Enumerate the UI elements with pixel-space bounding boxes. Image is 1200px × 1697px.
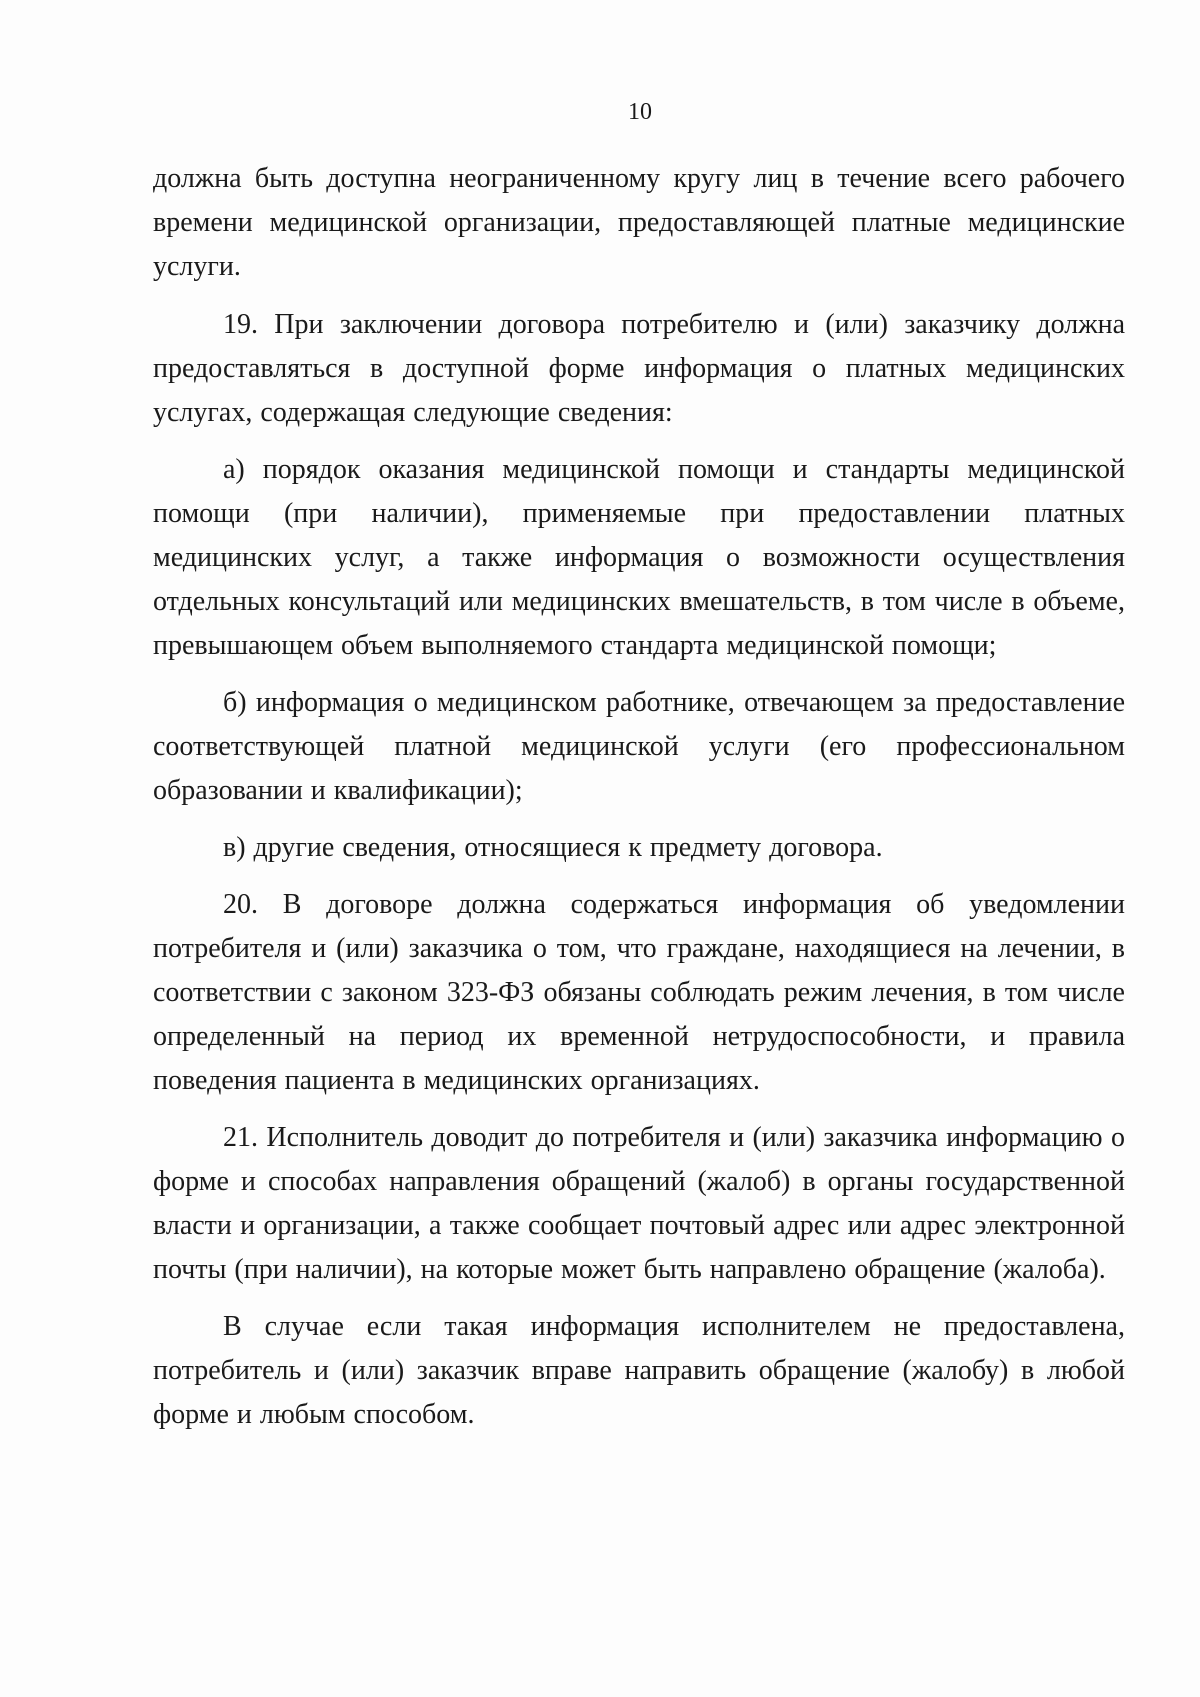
paragraph-item-b: б) информация о медицинском работнике, отвечающем за предоставление соответствующей платной медицинской услуги (его профессиональном образовании и квалификации); xyxy=(153,687,1125,806)
paragraph-clause-19: 19. При заключении договора потребителю и (или) заказчику должна предоставляться в доступной форме информация о платных медицинских услугах, содержащая следующие сведения: xyxy=(153,309,1125,428)
paragraph-clause-21: 21. Исполнитель доводит до потребителя и (или) заказчика информацию о форме и способах направления обращений (жалоб) в органы государственной власти и организации, а также сообщает почтовый адрес или адрес электронной почты (при наличии), на которые может быть направлено обращение (жалоба). xyxy=(153,1122,1125,1285)
paragraph-item-v: в) другие сведения, относящиеся к предмету договора. xyxy=(223,832,883,863)
page-number: 10 xyxy=(628,99,652,125)
document-body xyxy=(153,157,1125,1450)
paragraph-clause-20: 20. В договоре должна содержаться информация об уведомлении потребителя и (или) заказчика о том, что граждане, находящиеся на лечении, в соответствии с законом 323-ФЗ обязаны соблюдать режим лечения, в том числе определенный на период их временной нетрудоспособности, и правила поведения пациента в медицинских организациях. xyxy=(153,889,1125,1096)
paragraph-continuation: должна быть доступна неограниченному кругу лиц в течение всего рабочего времени медицинской организации, предоставляющей платные медицинские услуги. xyxy=(153,163,1125,282)
paragraph-item-a: а) порядок оказания медицинской помощи и стандарты медицинской помощи (при наличии), применяемые при предоставлении платных медицинских услуг, а также информация о возможности осуществления отдельных консультаций или медицинских вмешательств, в том числе в объеме, превышающем объем выполняемого стандарта медицинской помощи; xyxy=(153,454,1125,661)
paragraph-final: В случае если такая информация исполнителем не предоставлена, потребитель и (или) заказчик вправе направить обращение (жалобу) в любой форме и любым способом. xyxy=(153,1311,1125,1430)
